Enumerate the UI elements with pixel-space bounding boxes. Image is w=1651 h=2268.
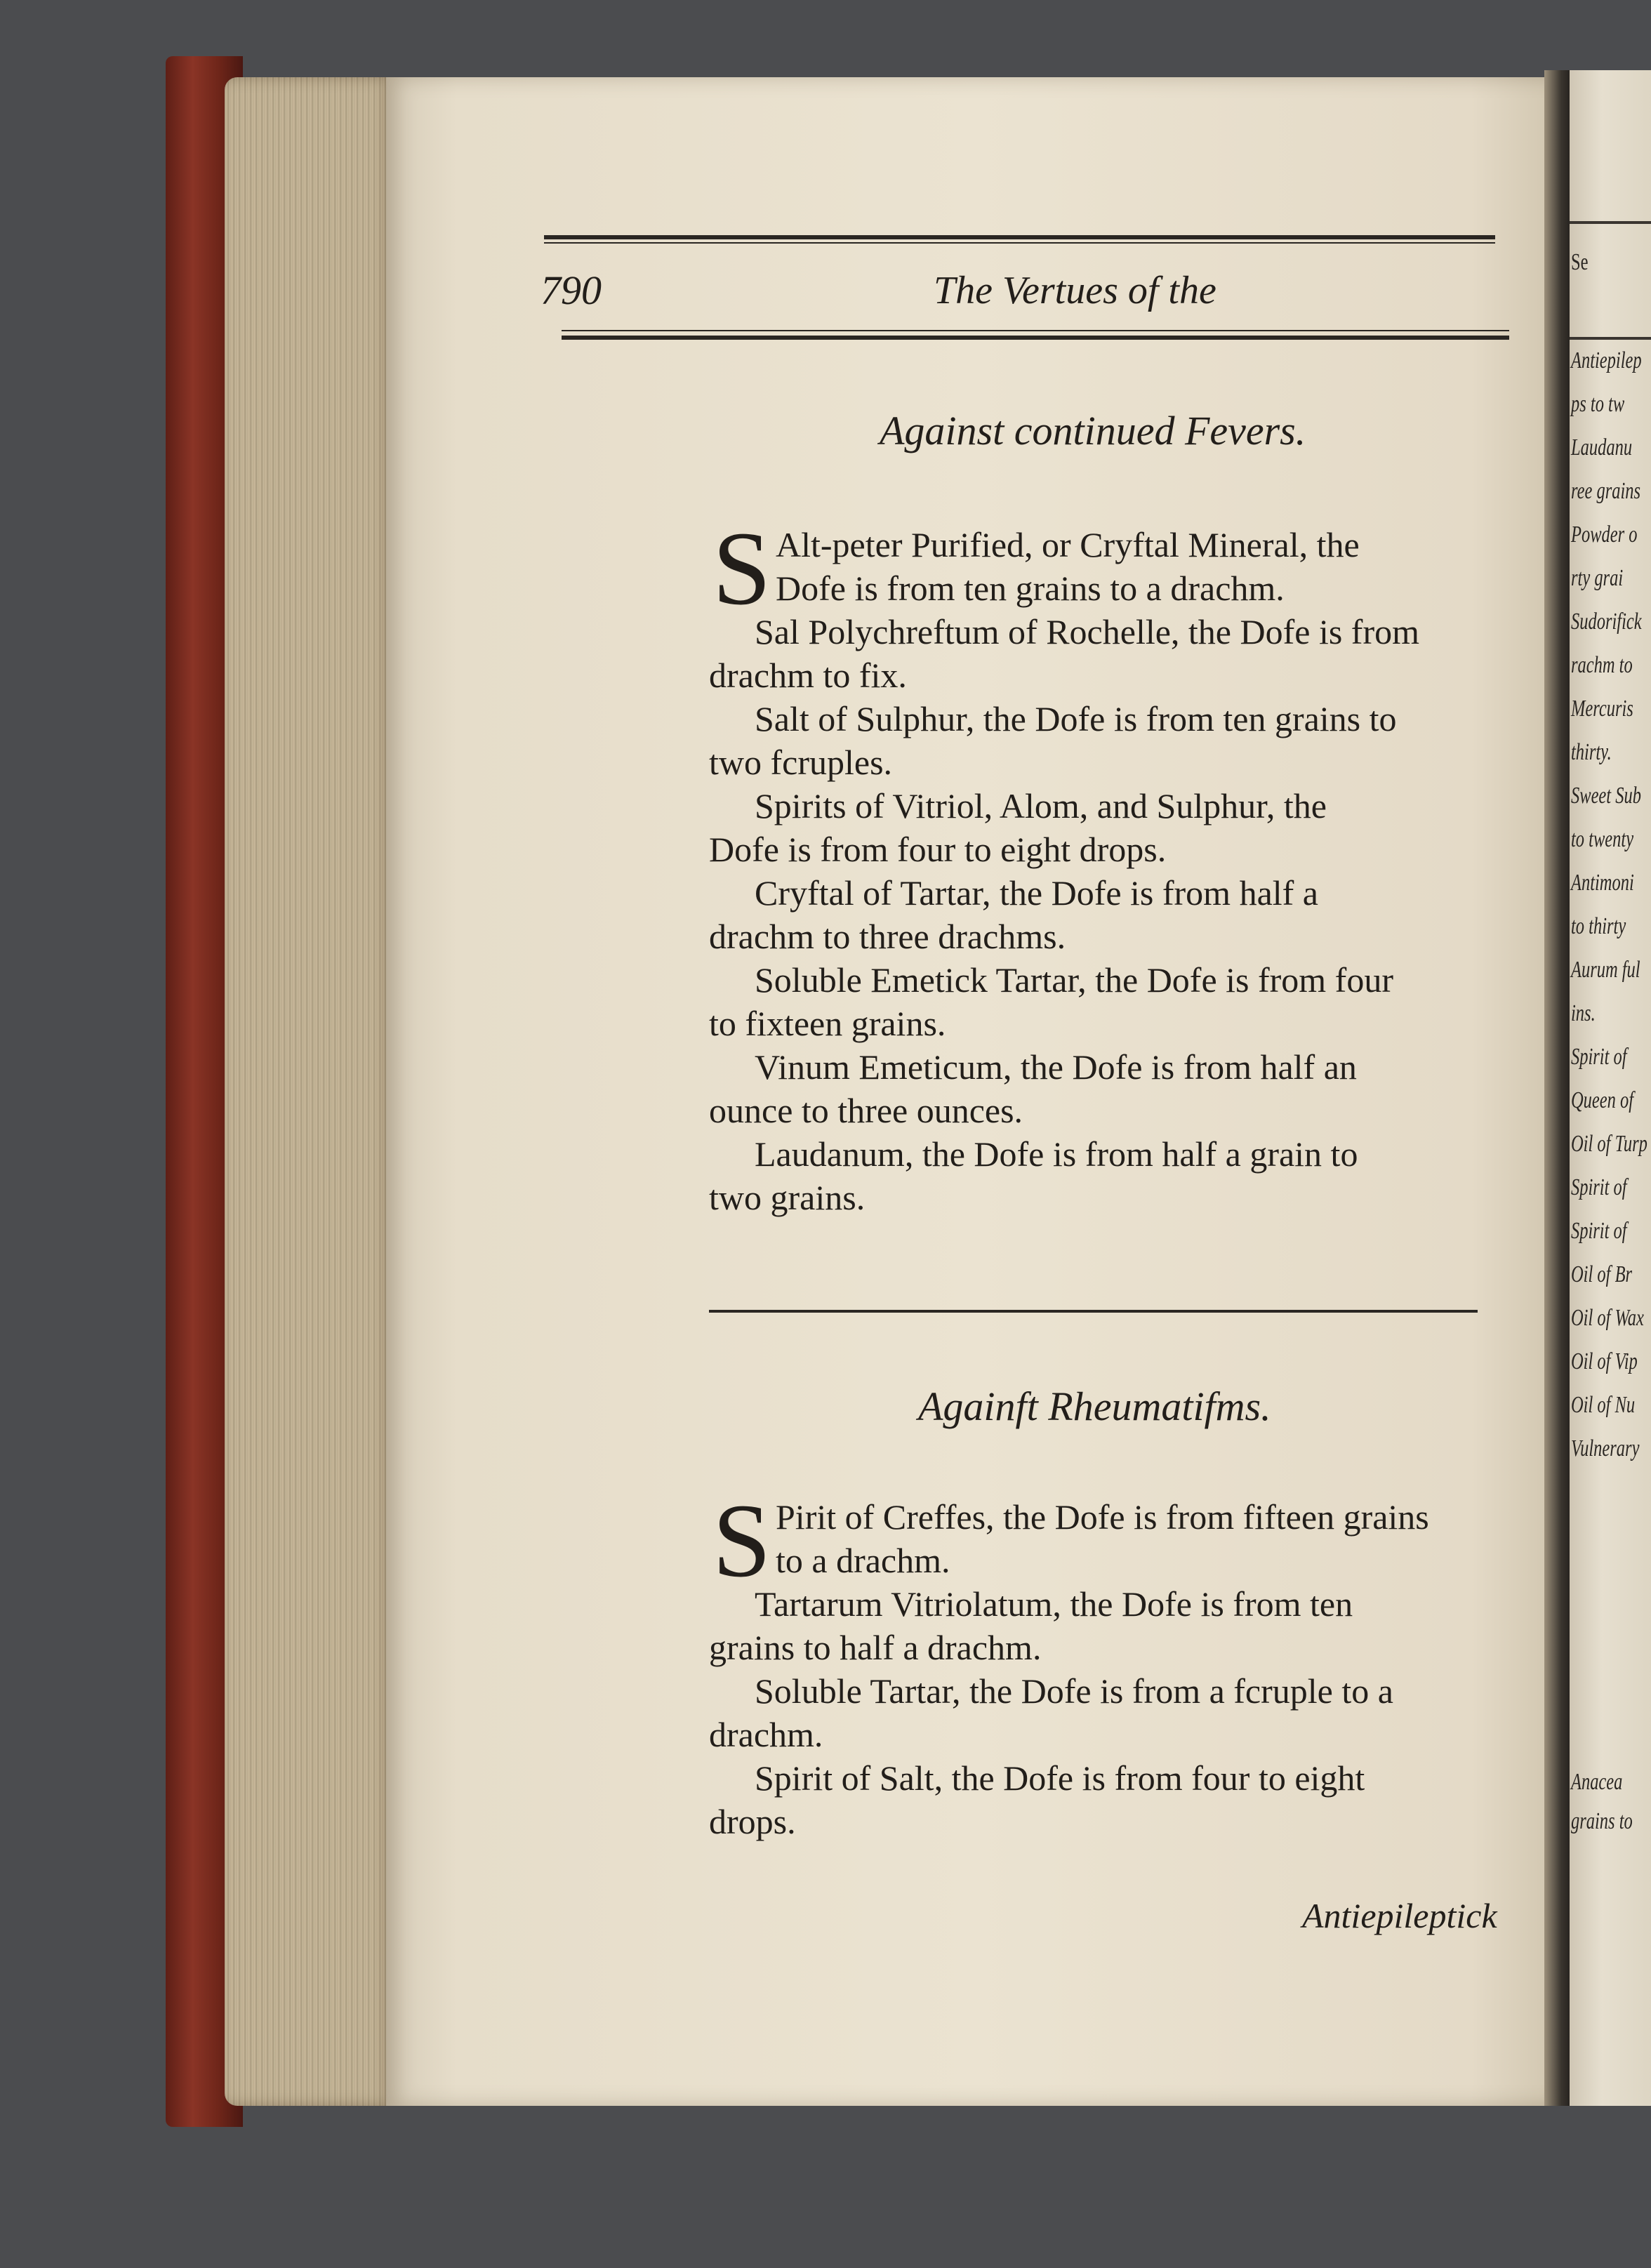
right-page-line: Anacea xyxy=(1571,1769,1623,1795)
text-line: grains to half a drachm. xyxy=(709,1628,1042,1667)
book-gutter xyxy=(1544,70,1572,2106)
right-page-line: Spirit of xyxy=(1571,1218,1627,1244)
right-page-line: Oil of Vip xyxy=(1571,1348,1638,1374)
right-page-line: to twenty xyxy=(1571,826,1634,852)
right-page-line: Oil of Nu xyxy=(1571,1392,1636,1418)
text-line: drachm to fix. xyxy=(709,656,907,695)
text-line: two fcruples. xyxy=(709,743,893,782)
text-line: Cryftal of Tartar, the Dofe is from half a xyxy=(755,873,1319,913)
text-line: ounce to three ounces. xyxy=(709,1091,1023,1130)
header-rule-top xyxy=(544,235,1495,239)
text-line: Salt of Sulphur, the Dofe is from ten grains to xyxy=(755,699,1397,738)
right-page-line: Aurum ful xyxy=(1571,957,1640,983)
header-rule-top-thin xyxy=(544,242,1495,244)
right-page-line: Oil of Turp xyxy=(1571,1131,1647,1157)
right-page-line: grains to xyxy=(1571,1808,1633,1834)
header-rule-bottom-thin xyxy=(562,330,1509,331)
drop-cap-2: S xyxy=(712,1483,771,1599)
text-line: drops. xyxy=(709,1802,796,1841)
right-page xyxy=(1570,70,1651,2106)
page-number: 790 xyxy=(541,267,602,313)
catchword: Antiepileptick xyxy=(1302,1896,1497,1935)
section-title-rheumatisms: Againft Rheumatifms. xyxy=(918,1384,1271,1429)
right-page-line: ps to tw xyxy=(1571,391,1625,417)
right-page-line: thirty. xyxy=(1571,739,1612,765)
text-line: Soluble Tartar, the Dofe is from a fcruple to a xyxy=(755,1671,1393,1711)
text-line: Vinum Emeticum, the Dofe is from half an xyxy=(755,1047,1357,1087)
text-line: Pirit of Creffes, the Dofe is from fifteen grains xyxy=(776,1497,1429,1537)
section-title-fevers: Against continued Fevers. xyxy=(880,408,1306,453)
text-line: to fixteen grains. xyxy=(709,1004,946,1043)
right-page-line: Antimoni xyxy=(1571,870,1634,896)
text-line: to a drachm. xyxy=(776,1541,950,1580)
right-page-line: Laudanu xyxy=(1571,435,1633,460)
right-page-line: Oil of Br xyxy=(1571,1261,1633,1287)
text-line: drachm to three drachms. xyxy=(709,917,1066,956)
right-page-line: rachm to xyxy=(1571,652,1633,678)
right-page-line: Spirit of xyxy=(1571,1174,1627,1200)
right-page-line: Spirit of xyxy=(1571,1044,1627,1070)
section-divider xyxy=(709,1310,1478,1313)
right-page-line: Antiepilep xyxy=(1571,347,1642,373)
right-page-line: Mercuris xyxy=(1571,696,1633,722)
right-header-rule xyxy=(1570,221,1651,224)
text-line: Sal Polychreftum of Rochelle, the Dofe is from xyxy=(755,612,1419,651)
text-line: Spirit of Salt, the Dofe is from four to eight xyxy=(755,1758,1365,1798)
text-line: Alt-peter Purified, or Cryftal Mineral, the xyxy=(776,525,1360,564)
text-line: Laudanum, the Dofe is from half a grain to xyxy=(755,1134,1358,1174)
right-page-line: Queen of xyxy=(1571,1087,1634,1113)
text-line: Dofe is from four to eight drops. xyxy=(709,830,1167,869)
right-header-rule-lower xyxy=(1570,337,1651,340)
right-page-line: rty grai xyxy=(1571,565,1624,591)
right-page-line: Powder o xyxy=(1571,522,1638,548)
header-rule-bottom xyxy=(562,336,1509,340)
text-line: Soluble Emetick Tartar, the Dofe is from four xyxy=(755,960,1393,1000)
running-title: The Vertues of the xyxy=(934,269,1216,312)
right-page-line: to thirty xyxy=(1571,913,1626,939)
right-header-text: Se xyxy=(1571,249,1589,275)
right-page-line: Vulnerary xyxy=(1571,1435,1640,1461)
right-page-line: Sweet Sub xyxy=(1571,783,1641,809)
text-line: Dofe is from ten grains to a drachm. xyxy=(776,569,1285,608)
right-page-line: ins. xyxy=(1571,1000,1596,1026)
page-edges xyxy=(225,77,393,2106)
right-page-line: Oil of Wax xyxy=(1571,1305,1644,1331)
drop-cap: S xyxy=(712,510,771,627)
text-line: Spirits of Vitriol, Alom, and Sulphur, the xyxy=(755,786,1327,825)
text-line: two grains. xyxy=(709,1178,866,1217)
right-page-line: ree grains xyxy=(1571,478,1641,504)
right-page-line: Sudorifick xyxy=(1571,609,1642,635)
text-line: Tartarum Vitriolatum, the Dofe is from ten xyxy=(755,1584,1353,1624)
text-line: drachm. xyxy=(709,1715,823,1754)
